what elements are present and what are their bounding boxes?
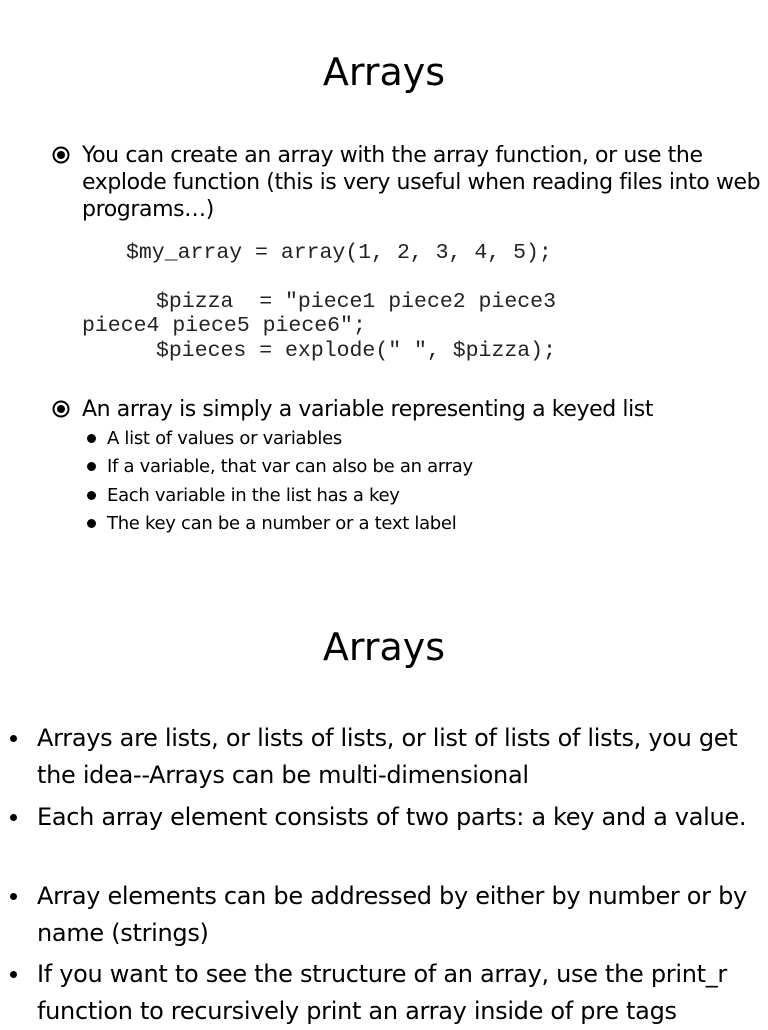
- sub-bullet-text: Each variable in the list has a key: [107, 485, 400, 506]
- bullet-text: Arrays are lists, or lists of lists, or list of lists of lists, you get the idea--Arrays can be multi-dimensional: [37, 724, 738, 789]
- bullet-text: If you want to see the structure of an array, use the print_r function to recursively print an array inside of pre tags: [37, 960, 727, 1025]
- bullet-dot-icon: [87, 462, 96, 471]
- target-bullet-icon: [52, 400, 70, 418]
- slide-title: Arrays: [322, 625, 446, 669]
- sub-bullet-text: The key can be a number or a text label: [107, 513, 457, 534]
- bullet-text: Each array element consists of two parts: a key and a value.: [37, 803, 747, 831]
- bullet-dot-icon: [10, 735, 17, 742]
- bullet-dot-icon: [10, 971, 17, 978]
- bullet-dot-icon: [87, 519, 96, 528]
- sub-bullet-text: A list of values or variables: [107, 428, 342, 449]
- bullet-dot-icon: [10, 814, 17, 821]
- code-line: $pieces = explode(" ", $pizza);: [156, 339, 556, 363]
- bullet-dot-icon: [87, 491, 96, 500]
- bullet-text: An array is simply a variable representing a keyed list: [82, 397, 654, 422]
- bullet-dot-icon: [10, 893, 17, 900]
- target-bullet-icon: [52, 146, 70, 164]
- code-line: $pizza = "piece1 piece2 piece3: [156, 290, 556, 314]
- code-line: $my_array = array(1, 2, 3, 4, 5);: [126, 241, 552, 265]
- sub-bullet-text: If a variable, that var can also be an array: [107, 456, 473, 477]
- bullet-text: You can create an array with the array function, or use the explode function (this is very useful when reading files into web programs…): [82, 143, 761, 222]
- code-line: piece4 piece5 piece6";: [82, 314, 366, 338]
- slide-title: Arrays: [322, 50, 446, 94]
- bullet-dot-icon: [87, 434, 96, 443]
- slide-2: [0, 580, 768, 1024]
- bullet-text: Array elements can be addressed by either by number or by name (strings): [37, 882, 747, 947]
